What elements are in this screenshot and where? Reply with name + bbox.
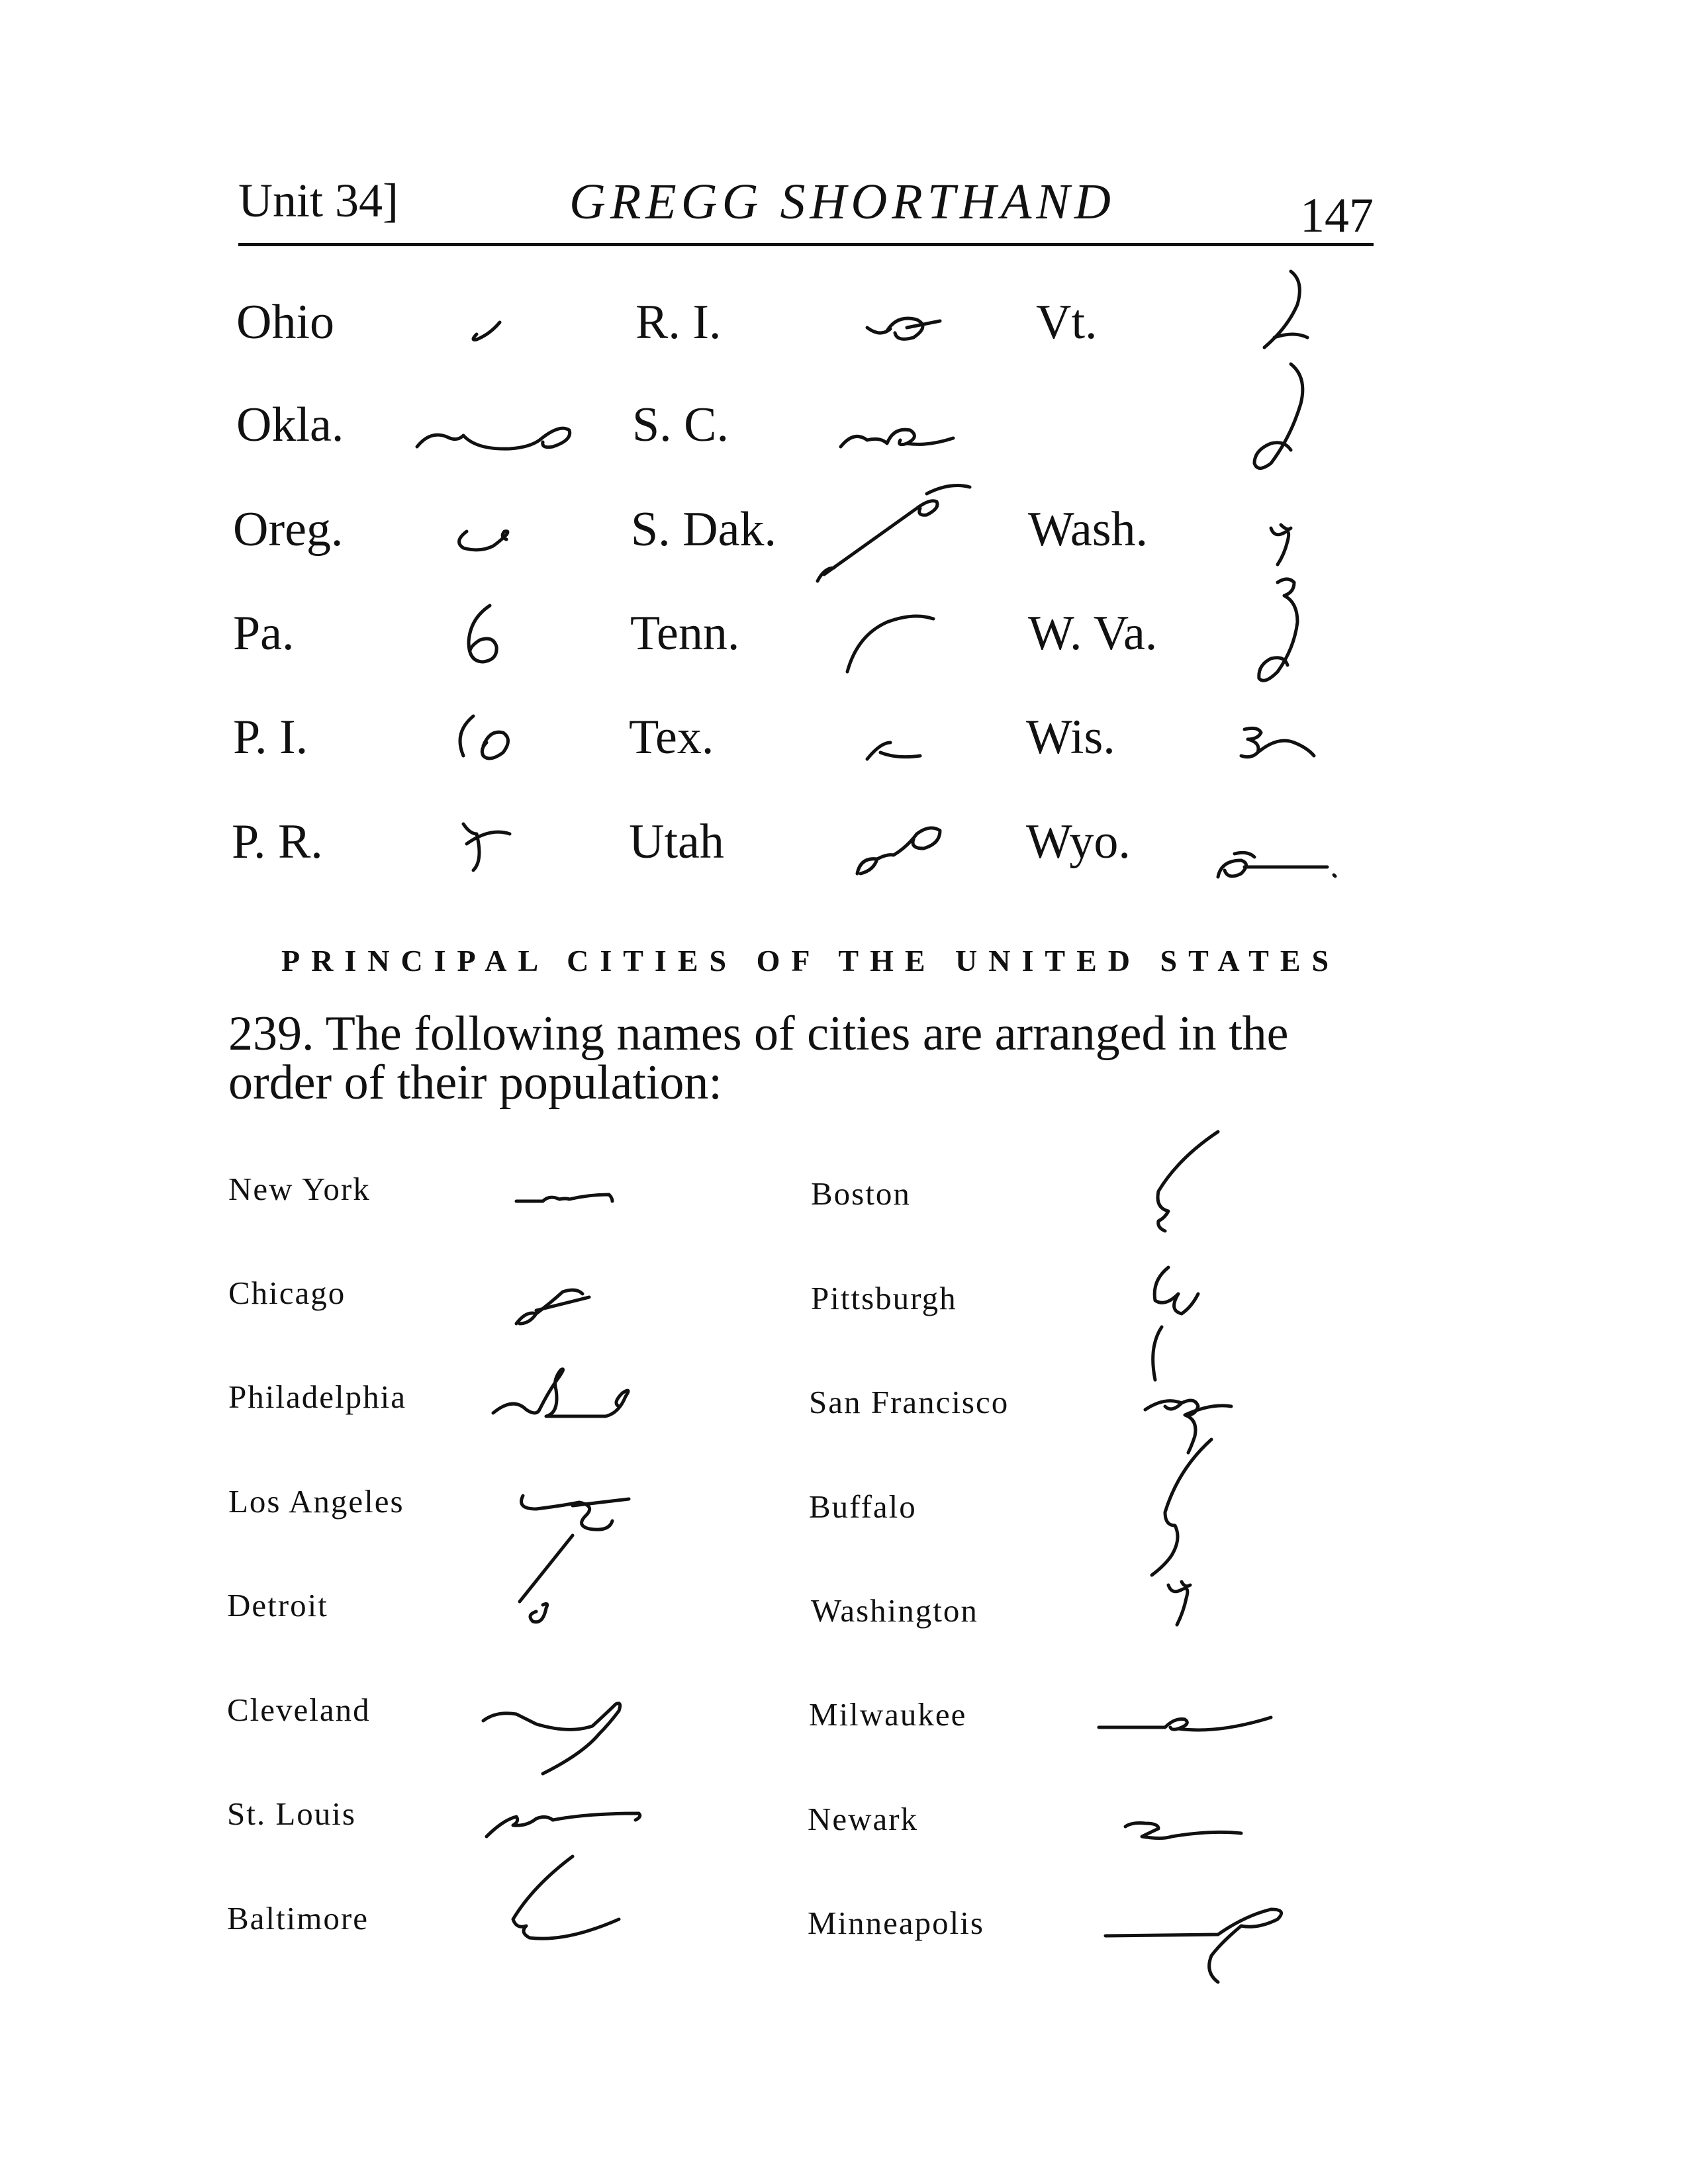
shorthand-outline [450, 518, 530, 558]
shorthand-outline [410, 410, 583, 463]
shorthand-outline [1244, 357, 1331, 483]
shorthand-outline [861, 729, 933, 769]
shorthand-outline [1244, 569, 1324, 702]
shorthand-outline [841, 599, 947, 678]
shorthand-outline [477, 1694, 655, 1787]
shorthand-outline [503, 1522, 583, 1635]
shorthand-outline [480, 1794, 652, 1846]
city-name: Minneapolis [808, 1905, 984, 1941]
state-label: Tex. [629, 710, 714, 764]
city-name: Cleveland [227, 1692, 371, 1728]
shorthand-outline [463, 308, 516, 347]
shorthand-outline [1261, 518, 1301, 571]
abbreviation-row [0, 709, 1688, 796]
state-label: Utah [629, 815, 724, 869]
shorthand-outline [510, 1277, 602, 1337]
city-name: San Francisco [809, 1384, 1009, 1420]
shorthand-outline [847, 807, 953, 887]
shorthand-outline [510, 1185, 622, 1211]
shorthand-outline [811, 469, 983, 594]
city-name: Detroit [227, 1587, 328, 1623]
state-label: Ohio [236, 295, 334, 349]
section-heading: PRINCIPAL CITIES OF THE UNITED STATES [281, 944, 1340, 978]
shorthand-outline [450, 706, 523, 772]
city-name: St. Louis [227, 1796, 356, 1832]
shorthand-outline [1158, 1575, 1205, 1635]
state-label: Wis. [1026, 710, 1115, 764]
state-label: Pa. [233, 606, 295, 660]
state-label: S. C. [632, 398, 729, 452]
city-name: Philadelphia [228, 1379, 406, 1415]
city-name: Boston [811, 1175, 911, 1212]
shorthand-outline [450, 814, 523, 880]
city-name: New York [228, 1171, 371, 1207]
state-label: Vt. [1036, 295, 1098, 349]
shorthand-outline [457, 599, 510, 672]
city-name: Buffalo [809, 1488, 917, 1525]
shorthand-outline [1231, 716, 1331, 776]
city-name: Milwaukee [809, 1696, 967, 1733]
header-rule [238, 243, 1374, 246]
city-name: Baltimore [227, 1900, 369, 1936]
state-label: Oreg. [233, 502, 344, 557]
shorthand-outline [1208, 827, 1340, 887]
shorthand-outline [500, 1846, 639, 1946]
shorthand-outline [834, 410, 960, 463]
city-name: Los Angeles [228, 1483, 404, 1520]
shorthand-outline [1139, 1125, 1238, 1238]
state-label: Okla. [236, 398, 344, 452]
abbreviation-row [0, 295, 1688, 381]
state-label: P. I. [233, 710, 308, 764]
shorthand-outline [1092, 1701, 1284, 1747]
instruction-paragraph: 239. The following names of cities are arranged in the order of their population: [228, 1007, 1289, 1110]
running-header [238, 173, 1374, 253]
shorthand-outline [1099, 1889, 1297, 1989]
abbreviation-row [0, 606, 1688, 692]
city-name: Pittsburgh [811, 1280, 957, 1316]
city-name: Washington [811, 1592, 978, 1629]
unit-label: Unit 34] [238, 174, 399, 227]
abbreviation-row [0, 814, 1688, 900]
book-title: GREGG SHORTHAND [569, 174, 1115, 230]
state-label: R. I. [635, 295, 722, 349]
city-name: Newark [808, 1801, 919, 1837]
shorthand-outline [1139, 1433, 1238, 1585]
state-label: S. Dak. [631, 502, 776, 557]
city-name: Chicago [228, 1275, 346, 1311]
shorthand-outline [487, 1357, 645, 1430]
state-label: P. R. [232, 815, 323, 869]
state-label: Wash. [1028, 502, 1149, 557]
state-label: Tenn. [630, 606, 740, 660]
abbreviation-row [0, 502, 1688, 588]
state-label: Wyo. [1026, 815, 1131, 869]
page-number: 147 [1300, 189, 1374, 243]
shorthand-outline [861, 301, 953, 354]
state-label: W. Va. [1028, 606, 1158, 660]
shorthand-outline [1119, 1810, 1251, 1850]
